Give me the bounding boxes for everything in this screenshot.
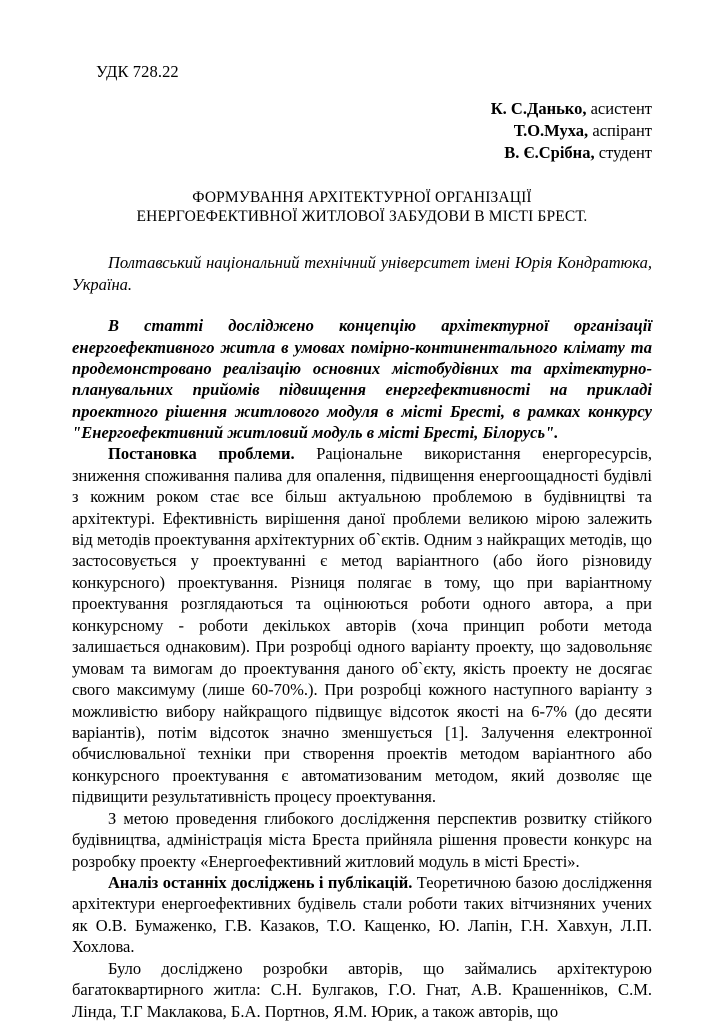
title-line-1: ФОРМУВАННЯ АРХІТЕКТУРНОЇ ОРГАНІЗАЦІЇ: [192, 188, 532, 206]
section-paragraph: [72, 443, 652, 807]
affiliation: Полтавський національний технічний університет імені Юрія Кондратюка, Україна.: [72, 253, 652, 294]
author-entry: [72, 142, 652, 164]
author-role: аспірант: [592, 120, 652, 140]
author-role: асистент: [590, 98, 652, 118]
author-name: Т.О.Муха,: [513, 120, 589, 140]
author-entry: [72, 98, 652, 120]
section-paragraph: [72, 958, 652, 1022]
section-body: З метою проведення глибокого дослідження перспектив розвитку стійкого будівництва, адміністрація міста Бреста прийняла рішення провести конкурс на розробку проекту «Енергоефективний житловий модуль в місті Бресті».: [72, 808, 652, 871]
section-body: Теоретичною базою дослідження архітектури енергоефективних будівель стали роботи таких вітчизняних учених як О.В. Бумаженко, Г.В. Казаков, Т.О. Кащенко, Ю. Лапін, Г.Н. Хавхун, Л.П. Хохлова.: [72, 873, 652, 957]
section-paragraph: [72, 808, 652, 872]
title-line-2: ЕНЕРГОЕФЕКТИВНОЇ ЖИТЛОВОЇ ЗАБУДОВИ В МІСТІ БРЕСТ.: [136, 208, 588, 226]
author-role: студент: [598, 142, 652, 162]
author-name: К. С.Данько,: [490, 98, 587, 118]
section-heading: Аналіз останніх досліджень і публікацій.: [108, 873, 417, 893]
page-title: [72, 188, 652, 228]
abstract: В статті досліджено концепцію архітектурної організації енергоефективного житла в умовах помірно-континентального клімату та продемонстровано реалізацію основних містобудівних та архітектурно-планувальних прийомів підвищення енергефективності на прикладі проектного рішення житлового модуля в місті Бресті, в рамках конкурсу "Енергоефективний житловий модуль в місті Бресті, Білорусь".: [72, 316, 652, 442]
author-entry: [72, 120, 652, 142]
udc-code: УДК 728.22: [96, 62, 179, 81]
author-block: [72, 98, 652, 164]
section-body: Раціональне використання енергоресурсів, зниження споживання палива для опалення, підвищення енергоощадності будівлі з кожним роком стає все більш актуальною проблемою в будівництві та архітектурі. Ефективність вирішення даної проблеми великою мірою залежить від методів проектування архітектурних об`єктів. Одним з найкращих методів, що застосовується у проектуванні є метод варіантного (або його різновиду конкурсного) проектування. Різниця полягає в тому, що при варіантному проектування розглядаються та оцінюються роботи одного автора, а при конкурсному - роботи декількох авторів (хоча принцип роботи метода залишається однаковим). При розробці одного варіанту проекту, що задовольняє умовам та вимогам до проектування даного об`єкту, якість проекту не досягає свого максимуму (лише 60-70%.). При розробці кожного наступного варіанту з можливістю вибору найкращого підвищує відсоток якості на 6-7% (до десяти варіантів), потім відсоток значно зменшується [1]. Залучення електронної обчислювальної техніки при створення проектів методом варіантного або конкурсного проектування є автоматизованим методом, який дозволяє ще підвищити результативність процесу проектування.: [72, 444, 653, 807]
section-paragraph: [72, 872, 652, 958]
page-content: [72, 62, 652, 1022]
section-body: Було досліджено розробки авторів, що займались архітектурою багатоквартирного житла: С.Н. Булгаков, Г.О. Гнат, А.В. Крашенніков, С.М. Лінда, Т.Г Маклакова, Б.А. Портнов, Я.М. Юрик, а також авторів, що: [72, 958, 652, 1021]
author-name: В. Є.Срібна,: [504, 142, 595, 162]
section-heading: Постановка проблеми.: [108, 444, 317, 464]
